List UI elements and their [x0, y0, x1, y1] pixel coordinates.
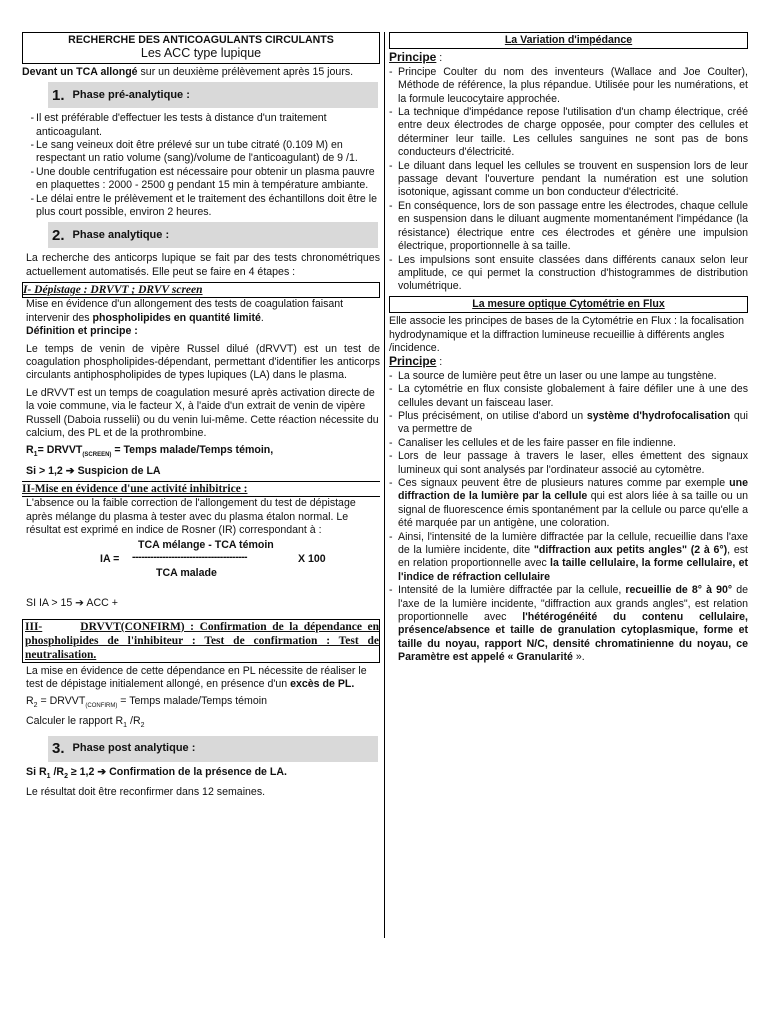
impedance-list — [389, 66, 748, 294]
definition-paragraph-1: Le temps de venin de vipère Russel dilué (dRVVT) est un test de coagulation phospholipides-dépendant, permettant d'identifier les anticorps circulants antiphospholipides de types lupiques (LA) dans le plasma. — [26, 342, 380, 382]
ratio-text: Calculer le rapport $R_1$ $/R_2$ — [26, 715, 145, 730]
ia-label: IA = — [100, 553, 120, 566]
ia-numerator: TCA mélange - TCA témoin — [138, 539, 274, 552]
r1-result: Si > 1,2 ➔ Suspicion de LA — [26, 464, 161, 477]
definition-paragraph-2: Le dRVVT est un temps de coagulation mesuré après activation directe de la voie commune, via le facteur X, à l'aide d'un extrait de venin de vipère Russell (Daboia russelii) ou du venin lui-même. Cette réaction nécessite du calcium, des PL et de la prothrombine. — [26, 386, 379, 439]
phase-1-heading: 1. Phase pré-analytique : — [48, 82, 378, 108]
list-item: - Ces signaux peuvent être de plusieurs natures comme par exemple une diffraction de la lumière par la cellule qui est alors liée à sa taille ou un signal de fluorescence émis spontanément par la cellule ou parce qu'elle a été marquée par un antigène, une coloration. — [389, 477, 748, 530]
list-item: - Intensité de la lumière diffractée par la cellule, recueillie de 8° à 90° de l'axe de la lumière incidente, "diffraction aux grands angles", est relation proportionnelle avec l'hétérogénéité du contenu cellulaire, présence/absence et taille de granulation cytoplasmique, forme et taille du noyau, rapport N/C, densité chromatinienne du noyau, ce Paramètre est appelé « Granularité ». — [389, 584, 748, 664]
list-item: - Le délai entre le prélèvement et le traitement des échantillons doit être le plus court possible, environ 2 heures. — [30, 192, 377, 219]
step-1-title: I- Dépistage : DRVVT ; DRVV screen — [22, 282, 380, 298]
list-item: - Le sang veineux doit être prélevé sur un tube citraté (0.109 M) en respectant un ratio volume (sang)/volume de l'anticoagulant) de 9 /1. — [30, 139, 358, 165]
definition-title: Définition et principe : — [26, 325, 138, 338]
phase-1-list — [22, 112, 380, 219]
optique-intro: Elle associe les principes de bases de la Cytométrie en Flux : la focalisation hydrodynamique et la diffraction lumineuse recueillie à différents angles /incidence. — [389, 315, 745, 354]
step-2-text: L'absence ou la faible correction de l'allongement du test de dépistage après mélange du plasma à tester avec du plasma étalon normal. Le résultat est exprimé en indice de Rosner (IR) correspondant à : — [26, 497, 356, 537]
impedance-principe-label: Principe : — [389, 50, 443, 65]
list-item: - La source de lumière peut être un laser ou une lampe au tungstène. — [389, 369, 717, 382]
document-title-box — [22, 32, 380, 64]
list-item: - En conséquence, lors de son passage entre les électrodes, chaque cellule en suspension dans le diluant augmente momentanément l'impédance (la résistance) électrique entre ces électrodes et génère une impulsion électrique, proportionnelle à sa taille. — [389, 199, 748, 253]
step-3-title: III- DRVVT(CONFIRM) : Confirmation de la dépendance en phospholipides de l'inhibiteur : Test de confirmation : Test de neutralisation. — [22, 619, 380, 663]
list-item: - Une double centrifugation est nécessaire pour obtenir un plasma pauvre en plaquettes : 2000 - 2500 g pendant 15 min à température ambiante. — [30, 165, 375, 192]
r2-formula: $R_2$ = $DRVVT_{(CONFIRM)}$ = Temps malade/Temps témoin — [26, 694, 268, 709]
impedance-title: La Variation d'impédance — [389, 32, 748, 49]
document-title: RECHERCHE DES ANTICOAGULANTS CIRCULANTS — [68, 34, 334, 46]
list-item: - Le diluant dans lequel les cellules se trouvent en suspension lors de leur passage devant l'ouverture pendant la numération est une solution isotonique, agissant comme un bon conducteur d'électricité. — [389, 159, 748, 199]
column-divider — [384, 32, 385, 938]
list-item: - Canaliser les cellules et de les faire passer en file indienne. — [389, 436, 676, 449]
step-2-title: II-Mise en évidence d'une activité inhibitrice : — [22, 481, 380, 497]
phase-3-heading: 3. Phase post analytique : — [48, 736, 378, 762]
ia-factor: X 100 — [298, 553, 326, 566]
reconfirm-text: Le résultat doit être reconfirmer dans 12 semaines. — [26, 786, 266, 799]
optique-principe-label: Principe : — [389, 354, 443, 369]
list-item: - Les impulsions sont ensuite classées dans différents canaux selon leur amplitude, ce qui permet la construction d'histogrammes de distribution volumétrique. — [389, 253, 748, 293]
phase-2-text: La recherche des anticorps lupique se fait par des tests chronométriques actuellement automatisés. Elle peut se faire en 4 étapes : — [26, 252, 380, 278]
list-item: - Plus précisément, on utilise d'abord un système d'hydrofocalisation qui va permettre de — [389, 409, 748, 436]
list-item: - Il est préférable d'effectuer les tests à distance d'un traitement anticoagulant. — [30, 112, 327, 138]
optique-title: La mesure optique Cytométrie en Flux — [389, 296, 748, 313]
step-3-text: La mise en évidence de cette dépendance en PL nécessite de réaliser le test de dépistage initialement allongé, en présence d'un excès de PL. — [26, 664, 367, 691]
step-1-text: Mise en évidence d'un allongement des tests de coagulation faisant intervenir des phospholipides en quantité limité. — [26, 298, 344, 324]
document-subtitle: Les ACC type lupique — [140, 46, 262, 61]
ia-formula — [22, 537, 380, 587]
right-column — [389, 32, 748, 665]
ia-result: SI IA > 15 ➔ ACC + — [26, 597, 118, 610]
confirmation-text: Si $R_1$ $/R_2 \ge 1,2$ ➔ Confirmation de la présence de LA. — [26, 765, 287, 780]
phase-2-heading: 2. Phase analytique : — [48, 222, 378, 248]
list-item: - Principe Coulter du nom des inventeurs (Wallace and Joe Coulter), Méthode de référence, la plus répandue. Utilisée pour les numérations, et la formule leucocytaire approchée. — [389, 65, 748, 105]
optique-list — [389, 370, 748, 665]
left-column — [22, 32, 380, 800]
list-item: - La technique d'impédance repose l'utilisation d'un champ électrique, créé entre deux électrodes de charge opposée, pour compter des cellules et déterminer leur taille. Les cellules sanguines ne sont pas de bons conducteurs d'électricité. — [389, 106, 748, 159]
list-item: - La cytométrie en flux consiste globalement à faire défiler une à une des cellules devant un faisceau laser. — [389, 383, 748, 409]
ia-denominator: TCA malade — [156, 567, 217, 580]
r1-formula: $R_1=$ $DRVVT_{(SCREEN)}$ = Temps malade/Temps témoin, — [26, 444, 274, 459]
list-item: - Lors de leur passage à travers le laser, elles émettent des signaux lumineux qui sont analysés par l'ordinateur associé au cytomètre. — [389, 450, 748, 476]
intro-text: Devant un TCA allongé sur un deuxième prélèvement après 15 jours. — [22, 65, 354, 78]
list-item: - Ainsi, l'intensité de la lumière diffractée par la cellule, recueillie dans l'axe de la lumière incidente, dite "diffraction aux petits angles" (2 à 6°), est en relation proportionnelle avec la taille cellulaire, la forme cellulaire, et l'indice de réfraction cellulaire — [389, 530, 749, 583]
ia-fraction-line: -------------------------------------- — [132, 551, 248, 564]
